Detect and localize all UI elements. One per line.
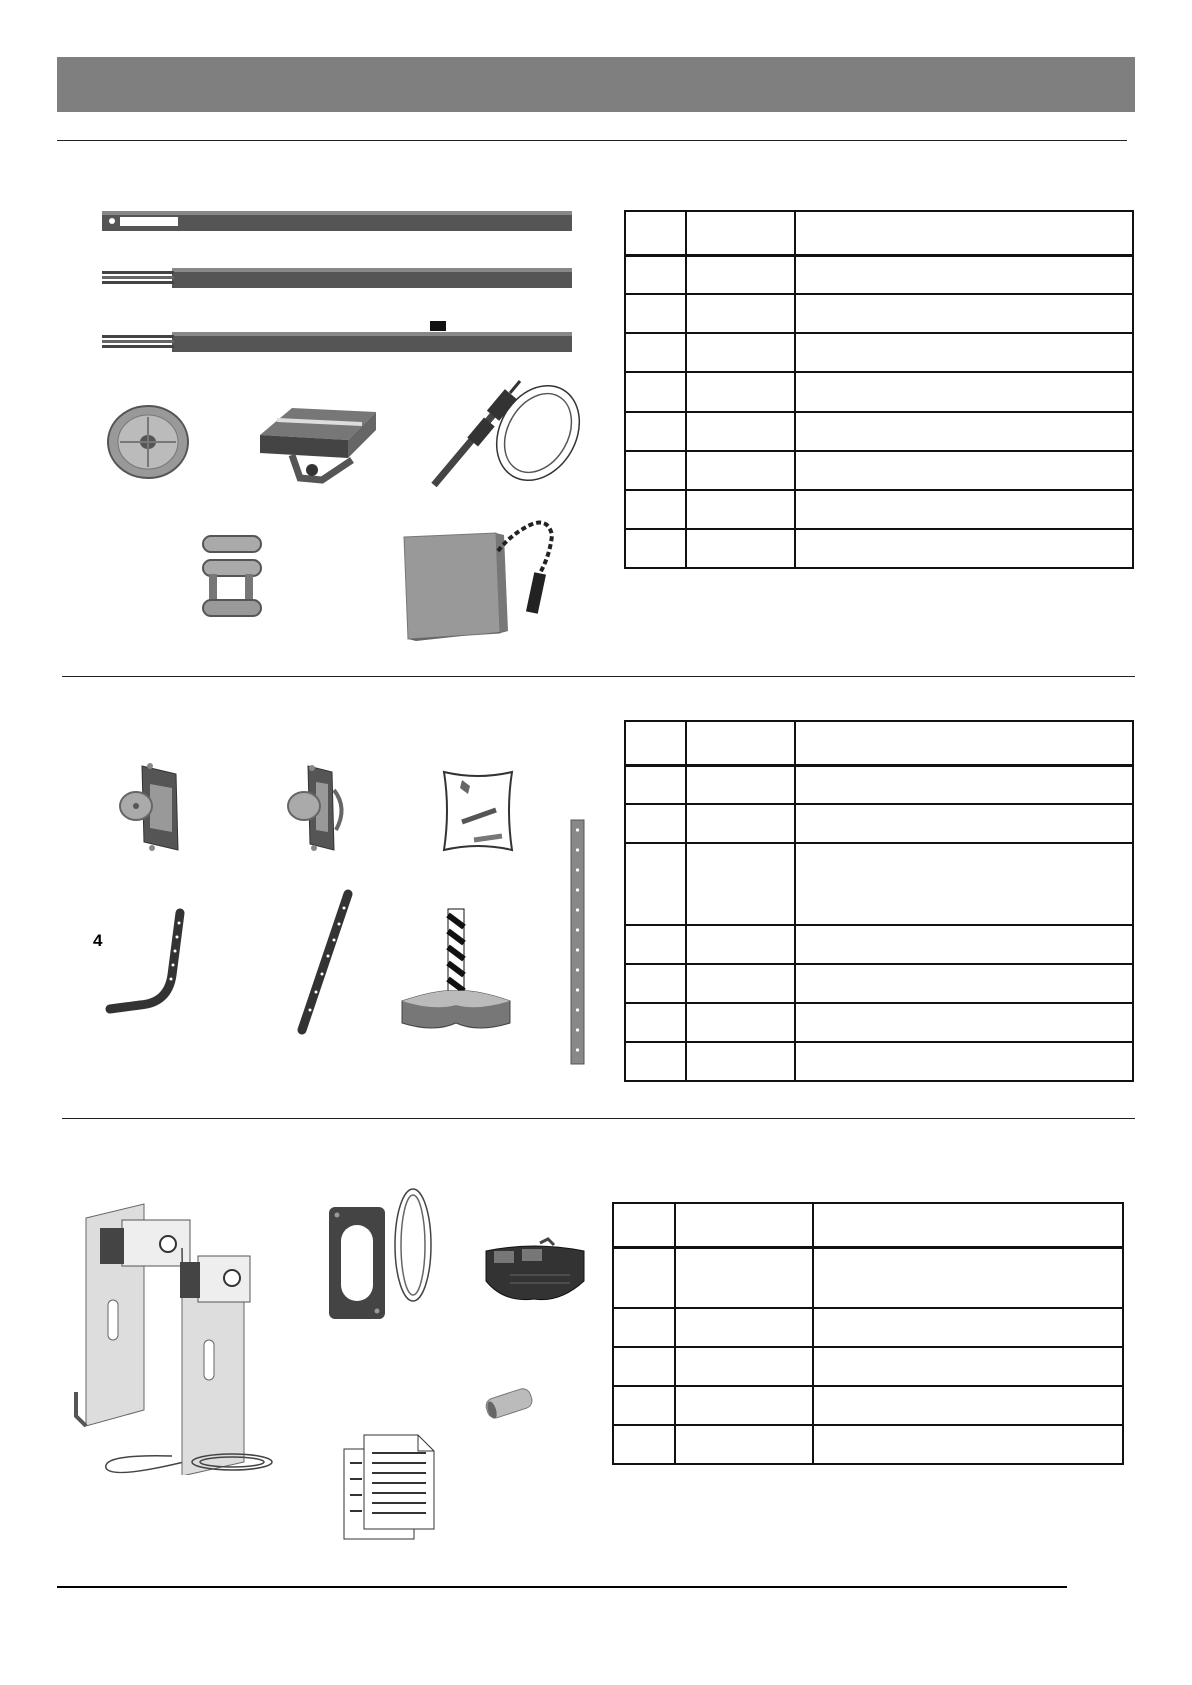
table-row (625, 843, 1133, 925)
table-cell (795, 451, 1133, 490)
table-cell (625, 964, 686, 1003)
table-row (625, 765, 1133, 804)
table-cell (813, 1203, 1123, 1247)
table-row (625, 1003, 1133, 1042)
table-row (625, 925, 1133, 964)
table-cell (686, 925, 795, 964)
door-bracket-right (282, 760, 362, 860)
table-cell (613, 1247, 675, 1308)
table-cell (686, 721, 795, 765)
parts-table-2 (624, 720, 1134, 1082)
trolley-carriage (252, 400, 382, 485)
table-cell (795, 372, 1133, 411)
table-cell (795, 490, 1133, 529)
table-row (625, 721, 1133, 765)
table-cell (625, 925, 686, 964)
table-cell (613, 1386, 675, 1425)
table-cell (686, 211, 795, 255)
table-cell (813, 1386, 1123, 1425)
table-cell (625, 765, 686, 804)
rail-section-with-stop (100, 318, 575, 358)
table-cell (795, 843, 1133, 925)
boxed-chain-kit (400, 515, 575, 645)
table-row (613, 1347, 1123, 1386)
table-cell (686, 765, 795, 804)
table-cell (813, 1308, 1123, 1347)
instruction-documents (342, 1433, 437, 1543)
table-cell (686, 843, 795, 925)
pulley-wheel (102, 400, 197, 482)
table-cell (675, 1386, 813, 1425)
table-row (613, 1308, 1123, 1347)
door-bracket-left (112, 760, 192, 860)
parts-table-1 (624, 210, 1134, 569)
table-cell (795, 765, 1133, 804)
table-cell (795, 804, 1133, 843)
table-cell (625, 451, 686, 490)
table-cell (625, 1042, 686, 1081)
table-cell (675, 1347, 813, 1386)
safety-sensor-pair (72, 1200, 277, 1475)
table-cell (625, 294, 686, 333)
table-row (625, 1042, 1133, 1081)
table-row (613, 1203, 1123, 1247)
threaded-rod-with-cable (428, 375, 588, 493)
table-cell (625, 1003, 686, 1042)
table-row (625, 529, 1133, 568)
table-cell (795, 1003, 1133, 1042)
table-cell (686, 451, 795, 490)
table-row (625, 451, 1133, 490)
section-divider (62, 676, 1135, 677)
table-cell (813, 1247, 1123, 1308)
table-cell (686, 490, 795, 529)
table-row (613, 1425, 1123, 1464)
table-cell (686, 804, 795, 843)
table-cell (625, 333, 686, 372)
table-row (625, 255, 1133, 294)
table-row (625, 294, 1133, 333)
header-band (57, 57, 1135, 112)
table-row (625, 412, 1133, 451)
table-cell (613, 1425, 675, 1464)
table-row (625, 372, 1133, 411)
table-cell (795, 964, 1133, 1003)
table-cell (686, 294, 795, 333)
perforated-hanging-strap (568, 818, 588, 1068)
table-cell (795, 925, 1133, 964)
table-cell (675, 1247, 813, 1308)
chain-master-link (195, 530, 275, 630)
callout-number: 4 (93, 931, 103, 950)
table-cell (795, 721, 1133, 765)
table-cell (686, 529, 795, 568)
table-cell (625, 804, 686, 843)
section-divider (62, 1118, 1135, 1119)
table-cell (795, 333, 1133, 372)
table-cell (625, 372, 686, 411)
table-row (625, 804, 1133, 843)
table-cell (625, 529, 686, 568)
rail-section-plain (100, 265, 575, 291)
table-cell (675, 1425, 813, 1464)
rail-with-slot (100, 208, 575, 234)
table-cell (613, 1203, 675, 1247)
wall-button-with-wire (325, 1185, 435, 1333)
table-cell (686, 333, 795, 372)
footer-rule (57, 1586, 1067, 1588)
table-cell (613, 1347, 675, 1386)
table-cell (813, 1425, 1123, 1464)
table-cell (813, 1347, 1123, 1386)
table-row (625, 333, 1133, 372)
table-cell (795, 529, 1133, 568)
table-row (625, 211, 1133, 255)
curved-door-arm (100, 905, 190, 1017)
table-cell (795, 412, 1133, 451)
table-cell (625, 721, 686, 765)
parts-table-3 (612, 1202, 1124, 1465)
table-cell (686, 412, 795, 451)
emergency-release-handle (398, 905, 514, 1035)
table-cell (686, 1042, 795, 1081)
table-cell (686, 1003, 795, 1042)
table-cell (686, 964, 795, 1003)
table-cell (613, 1308, 675, 1347)
table-cell (795, 255, 1133, 294)
table-cell (795, 1042, 1133, 1081)
table-cell (625, 490, 686, 529)
straight-door-arm (292, 888, 362, 1038)
table-cell (795, 294, 1133, 333)
table-row (625, 490, 1133, 529)
hardware-bag (440, 768, 520, 858)
table-cell (795, 211, 1133, 255)
battery (480, 1385, 540, 1425)
section-divider (57, 140, 1127, 141)
table-row (613, 1247, 1123, 1308)
table-cell (675, 1308, 813, 1347)
table-row (625, 964, 1133, 1003)
table-cell (625, 843, 686, 925)
table-cell (625, 255, 686, 294)
table-cell (625, 412, 686, 451)
table-cell (686, 372, 795, 411)
table-row (613, 1386, 1123, 1425)
table-cell (675, 1203, 813, 1247)
table-cell (625, 211, 686, 255)
table-cell (686, 255, 795, 294)
remote-transmitter (480, 1237, 590, 1317)
